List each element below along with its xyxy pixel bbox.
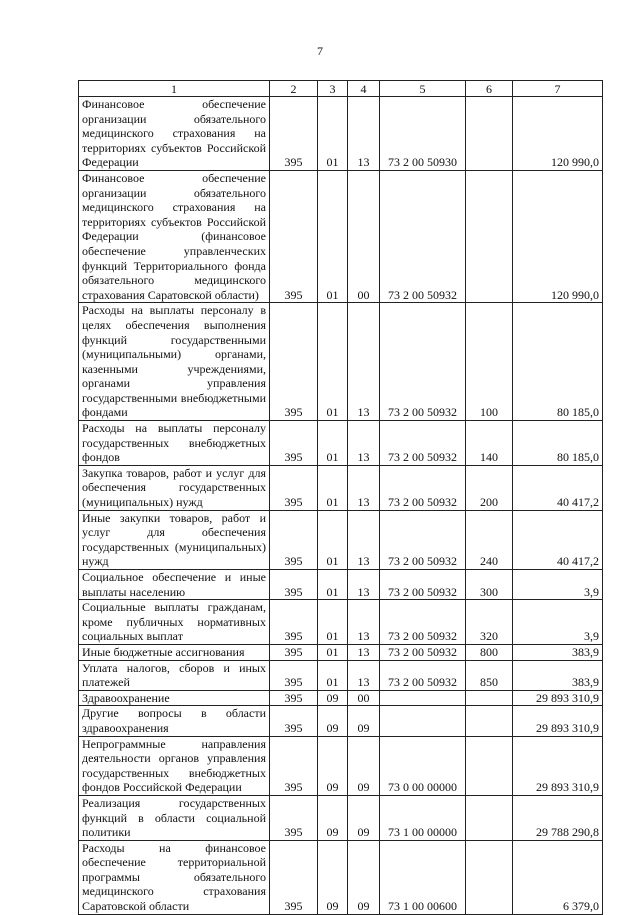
row-target-article [380,690,466,706]
row-amount: 29 893 310,9 [513,736,603,795]
row-section-code: 01 [318,510,348,569]
row-expense-type [466,706,513,736]
row-amount: 29 893 310,9 [513,690,603,706]
row-expense-type [466,690,513,706]
row-admin-code: 395 [270,795,318,840]
row-section-code: 01 [318,303,348,421]
table-row [79,795,603,840]
row-section-code: 09 [318,706,348,736]
row-admin-code: 395 [270,690,318,706]
row-amount: 120 990,0 [513,97,603,171]
row-amount: 383,9 [513,644,603,660]
row-admin-code: 395 [270,465,318,510]
row-expense-type: 800 [466,644,513,660]
table-row [79,97,603,171]
row-amount: 40 417,2 [513,465,603,510]
column-header: 4 [348,81,380,97]
row-amount: 29 788 290,8 [513,795,603,840]
table-row [79,690,603,706]
column-header: 3 [318,81,348,97]
row-admin-code: 395 [270,570,318,600]
row-admin-code: 395 [270,600,318,645]
budget-table [78,80,603,915]
row-name: Финансовое обеспечение организации обязательного медицинского страхования на территориях субъектов Российской Федерации [79,97,270,171]
row-target-article: 73 0 00 00000 [380,736,466,795]
row-section-code: 01 [318,600,348,645]
table-row [79,644,603,660]
row-subsection-code: 13 [348,465,380,510]
row-name: Расходы на выплаты персоналу государственных внебюджетных фондов [79,421,270,466]
row-expense-type: 850 [466,660,513,690]
row-target-article: 73 1 00 00000 [380,795,466,840]
row-expense-type [466,736,513,795]
table-row [79,600,603,645]
row-subsection-code: 13 [348,97,380,171]
row-section-code: 01 [318,170,348,302]
row-subsection-code: 09 [348,840,380,914]
column-header: 7 [513,81,603,97]
row-admin-code: 395 [270,840,318,914]
row-subsection-code: 13 [348,644,380,660]
table-row [79,736,603,795]
row-name: Расходы на выплаты персоналу в целях обеспечения выполнения функций государственными (муниципальными) органами, казенными учреждениями, органами управления государственными внебюджетными фондами [79,303,270,421]
row-subsection-code: 13 [348,660,380,690]
table-row [79,660,603,690]
row-section-code: 09 [318,795,348,840]
row-subsection-code: 13 [348,600,380,645]
row-name: Иные закупки товаров, работ и услуг для обеспечения государственных (муниципальных) нужд [79,510,270,569]
row-expense-type: 300 [466,570,513,600]
row-amount: 80 185,0 [513,303,603,421]
row-admin-code: 395 [270,660,318,690]
row-expense-type: 240 [466,510,513,569]
column-header: 2 [270,81,318,97]
row-amount: 29 893 310,9 [513,706,603,736]
row-amount: 6 379,0 [513,840,603,914]
row-subsection-code: 09 [348,736,380,795]
row-target-article: 73 2 00 50932 [380,644,466,660]
row-section-code: 01 [318,660,348,690]
row-admin-code: 395 [270,706,318,736]
row-admin-code: 395 [270,510,318,569]
table-row [79,421,603,466]
row-amount: 383,9 [513,660,603,690]
table-row [79,170,603,302]
row-expense-type [466,795,513,840]
row-name: Социальное обеспечение и иные выплаты населению [79,570,270,600]
row-section-code: 01 [318,570,348,600]
row-name: Социальные выплаты гражданам, кроме публичных нормативных социальных выплат [79,600,270,645]
row-section-code: 01 [318,644,348,660]
row-section-code: 01 [318,465,348,510]
row-amount: 40 417,2 [513,510,603,569]
row-expense-type: 100 [466,303,513,421]
row-admin-code: 395 [270,644,318,660]
row-section-code: 09 [318,736,348,795]
row-target-article: 73 2 00 50932 [380,465,466,510]
row-target-article: 73 2 00 50932 [380,660,466,690]
column-header: 6 [466,81,513,97]
row-target-article: 73 2 00 50932 [380,303,466,421]
row-expense-type: 320 [466,600,513,645]
row-section-code: 01 [318,97,348,171]
row-expense-type [466,840,513,914]
table-row [79,840,603,914]
row-subsection-code: 13 [348,303,380,421]
row-admin-code: 395 [270,170,318,302]
row-section-code: 01 [318,421,348,466]
row-target-article: 73 2 00 50932 [380,570,466,600]
row-section-code: 09 [318,690,348,706]
row-name: Реализация государственных функций в области социальной политики [79,795,270,840]
row-target-article: 73 2 00 50932 [380,600,466,645]
row-section-code: 09 [318,840,348,914]
row-target-article: 73 2 00 50932 [380,170,466,302]
row-name: Непрограммные направления деятельности органов управления государственных внебюджетных фондов Российской Федерации [79,736,270,795]
table-row [79,570,603,600]
row-admin-code: 395 [270,97,318,171]
page-number: 7 [317,44,323,58]
row-name: Уплата налогов, сборов и иных платежей [79,660,270,690]
row-expense-type: 140 [466,421,513,466]
row-name: Иные бюджетные ассигнования [79,644,270,660]
row-amount: 3,9 [513,570,603,600]
table-row [79,465,603,510]
row-target-article: 73 2 00 50932 [380,421,466,466]
row-admin-code: 395 [270,736,318,795]
row-amount: 80 185,0 [513,421,603,466]
row-target-article: 73 2 00 50930 [380,97,466,171]
row-expense-type: 200 [466,465,513,510]
row-subsection-code: 00 [348,690,380,706]
row-target-article: 73 1 00 00600 [380,840,466,914]
row-target-article: 73 2 00 50932 [380,510,466,569]
column-header: 1 [79,81,270,97]
row-subsection-code: 00 [348,170,380,302]
row-subsection-code: 09 [348,795,380,840]
row-subsection-code: 09 [348,706,380,736]
row-name: Финансовое обеспечение организации обязательного медицинского страхования на территориях субъектов Российской Федерации (финансовое обеспечение управленческих функций Территориального фонда обязательного медицинского страхования Саратовской области) [79,170,270,302]
column-header: 5 [380,81,466,97]
row-name: Закупка товаров, работ и услуг для обеспечения государственных (муниципальных) нужд [79,465,270,510]
table-row [79,303,603,421]
table-row [79,706,603,736]
row-admin-code: 395 [270,421,318,466]
row-admin-code: 395 [270,303,318,421]
row-subsection-code: 13 [348,421,380,466]
row-amount: 120 990,0 [513,170,603,302]
row-expense-type [466,97,513,171]
table-row [79,510,603,569]
header-row [79,81,603,97]
row-name: Другие вопросы в области здравоохранения [79,706,270,736]
row-subsection-code: 13 [348,570,380,600]
row-amount: 3,9 [513,600,603,645]
row-name: Расходы на финансовое обеспечение территориальной программы обязательного медицинского страхования Саратовской области [79,840,270,914]
row-subsection-code: 13 [348,510,380,569]
row-expense-type [466,170,513,302]
row-name: Здравоохранение [79,690,270,706]
row-target-article [380,706,466,736]
